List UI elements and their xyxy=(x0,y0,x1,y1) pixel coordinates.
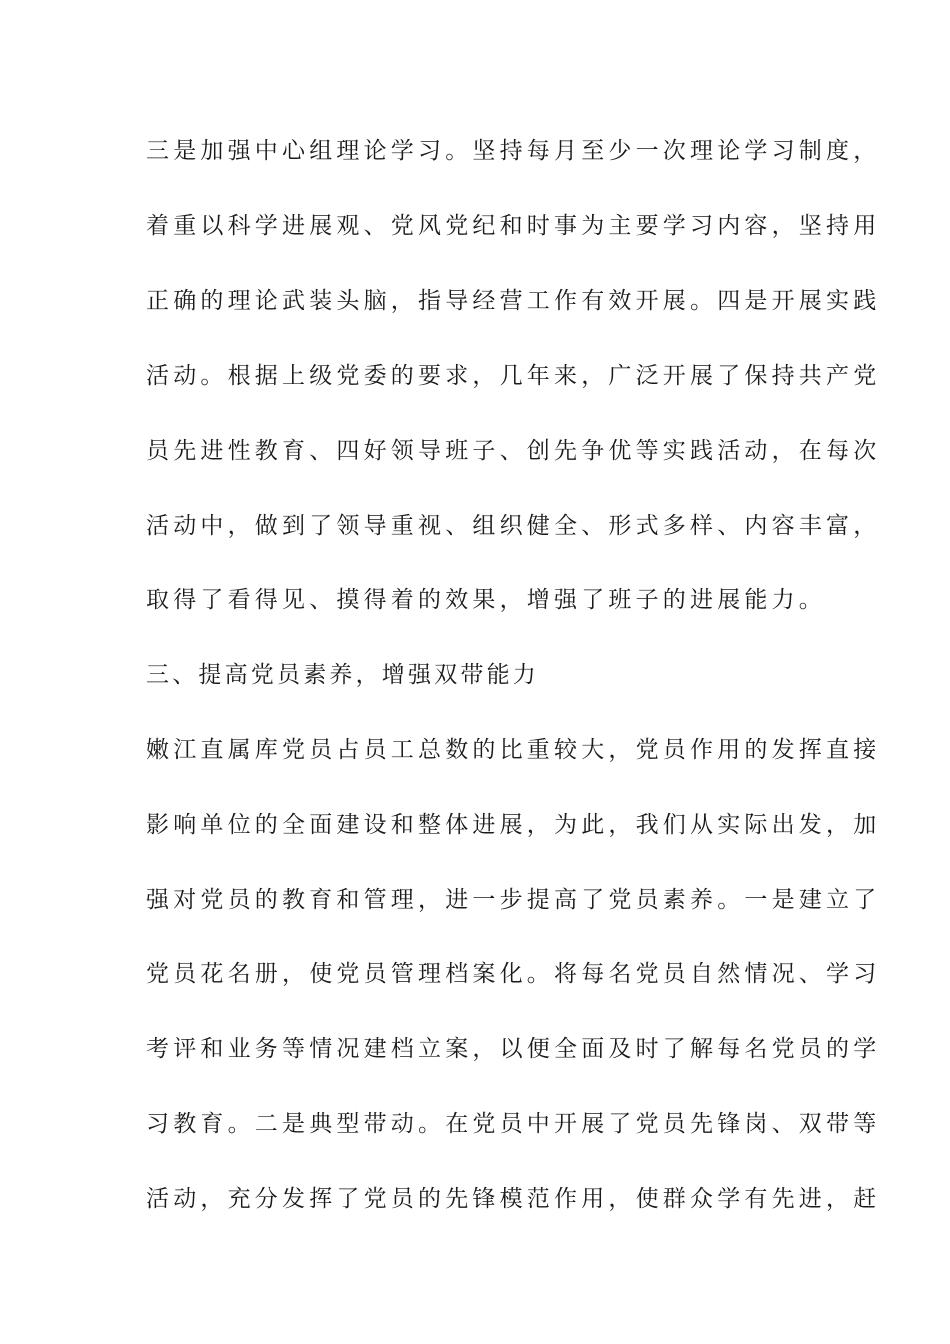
section-heading: 三、提高党员素养，增强双带能力 xyxy=(146,662,539,688)
paragraph-line: 正确的理论武装头脑，指导经营工作有效开展。四是开展实践 xyxy=(146,288,881,314)
paragraph-line: 强对党员的教育和管理，进一步提高了党员素养。一是建立了 xyxy=(146,887,881,913)
paragraph-line: 考评和业务等情况建档立案，以便全面及时了解每名党员的学 xyxy=(146,1036,881,1062)
paragraph-line: 习教育。二是典型带动。在党员中开展了党员先锋岗、双带等 xyxy=(146,1111,881,1137)
paragraph-line: 嫩江直属库党员占员工总数的比重较大，党员作用的发挥直接 xyxy=(146,737,881,763)
paragraph-line: 活动中，做到了领导重视、组织健全、形式多样、内容丰富， xyxy=(146,513,881,539)
paragraph-line: 着重以科学进展观、党风党纪和时事为主要学习内容，坚持用 xyxy=(146,213,881,239)
paragraph-line: 三是加强中心组理论学习。坚持每月至少一次理论学习制度， xyxy=(146,138,881,164)
paragraph-line: 党员花名册，使党员管理档案化。将每名党员自然情况、学习 xyxy=(146,961,881,987)
paragraph-line: 活动，充分发挥了党员的先锋模范作用，使群众学有先进，赶 xyxy=(146,1186,881,1212)
paragraph-line: 影响单位的全面建设和整体进展，为此，我们从实际出发，加 xyxy=(146,812,881,838)
paragraph-line: 活动。根据上级党委的要求，几年来，广泛开展了保持共产党 xyxy=(146,363,881,389)
paragraph-line: 取得了看得见、摸得着的效果，增强了班子的进展能力。 xyxy=(146,587,826,613)
paragraph-line: 员先进性教育、四好领导班子、创先争优等实践活动，在每次 xyxy=(146,438,881,464)
